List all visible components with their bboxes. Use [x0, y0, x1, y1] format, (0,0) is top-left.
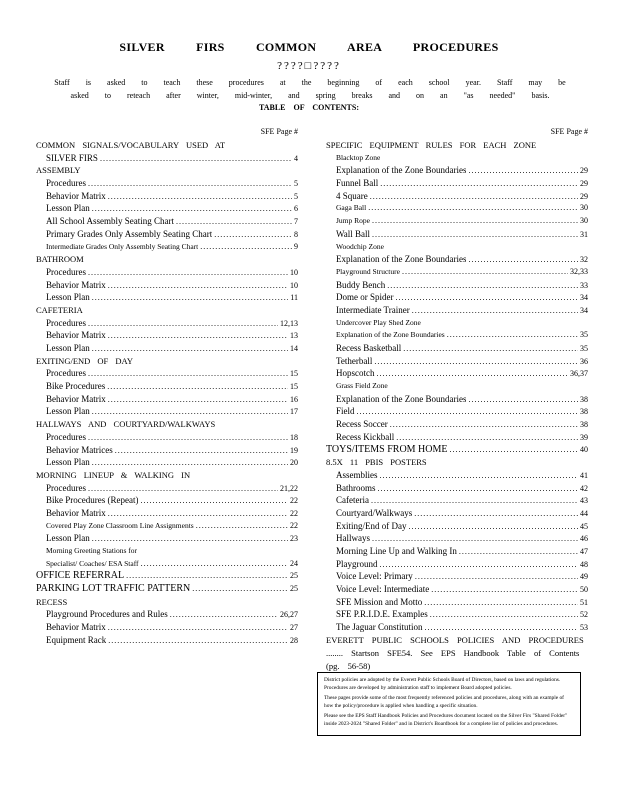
toc-entry-title: Explanation of the Zone Boundaries	[336, 254, 467, 265]
toc-entry-title: Exiting/End of Day	[336, 520, 407, 531]
dot-leader	[140, 495, 288, 508]
dot-leader	[459, 546, 578, 559]
toc-entry	[326, 418, 588, 431]
toc-entry	[36, 215, 298, 228]
toc-entry	[36, 558, 298, 571]
toc-entry-page: 39	[580, 432, 588, 442]
toc-entry	[326, 355, 588, 368]
dot-leader	[357, 406, 578, 419]
toc-entry-page: 35	[580, 330, 588, 340]
toc-entry	[326, 202, 588, 215]
toc-entry-title: Behavior Matrices	[46, 444, 113, 455]
dot-leader	[196, 520, 288, 533]
toc-entry-title: Procedures	[46, 368, 86, 379]
toc-entry	[36, 190, 298, 203]
toc-entry	[36, 202, 298, 215]
toc-entry-title: Morning Line Up and Walking In	[336, 546, 457, 556]
dot-leader	[380, 178, 578, 191]
toc-entry-page: 43	[580, 496, 588, 506]
dot-leader	[200, 241, 292, 254]
toc-entry-title: Morning Greeting Stations for	[46, 546, 138, 555]
toc-entry-page: 16	[290, 394, 298, 404]
dot-leader	[115, 445, 288, 458]
toc-entry-title: Explanation of the Zone Boundaries	[336, 330, 445, 340]
toc-entry	[36, 494, 298, 507]
page-column-header: SFE Page #	[260, 127, 298, 136]
toc-entry-title: Bike Procedures	[46, 381, 106, 392]
toc-entry	[326, 393, 588, 406]
toc-entry-title: CAFETERIA	[36, 304, 83, 315]
toc-entry-page: 27	[290, 623, 298, 633]
toc-entry-page: 31	[580, 229, 588, 239]
dot-leader	[108, 622, 288, 635]
toc-entry-page: 45	[580, 521, 588, 531]
dot-leader	[108, 635, 288, 648]
toc-entry-title: Cafeteria	[336, 495, 369, 506]
toc-entry	[36, 355, 298, 368]
toc-entry-title: Primary Grades Only Assembly Seating Chart	[46, 228, 213, 239]
toc-entry-page: 25	[290, 584, 298, 594]
dot-leader	[88, 368, 288, 381]
toc-entry	[326, 329, 588, 342]
toc-entry-title: Procedures	[46, 431, 86, 442]
toc-entry	[326, 367, 588, 380]
toc-entry	[326, 596, 588, 609]
toc-entry-title: Playground Procedures and Rules	[46, 609, 168, 620]
toc-entry-page: 51	[580, 597, 588, 607]
toc-entry-page: 6	[294, 204, 298, 214]
toc-entry	[36, 596, 298, 609]
toc-entry	[326, 507, 588, 520]
page-title: SILVER FIRS COMMON AREA PROCEDURES	[119, 40, 499, 54]
toc-entry	[36, 393, 298, 406]
dot-leader	[108, 330, 288, 343]
toc-entry-title: PARKING LOT TRAFFIC PATTERN	[36, 583, 191, 595]
toc-entry	[36, 253, 298, 266]
toc-entry-page: 23	[290, 534, 298, 544]
toc-entry-page: 40	[580, 444, 588, 454]
toc-entry-page: 15	[290, 382, 298, 392]
note-paragraph: District policies are adopted by the Everett Public Schools Board of Directors, based on laws and regulations. Procedures are developed by administration staff to implement Board adopted policies.	[324, 677, 561, 691]
toc-entry	[36, 164, 298, 177]
toc-entry-page: 46	[580, 534, 588, 544]
toc-entry	[36, 444, 298, 457]
dot-leader	[380, 470, 579, 483]
dot-leader	[374, 356, 578, 369]
toc-entry-page: 49	[580, 572, 588, 582]
dot-leader	[424, 597, 578, 610]
toc-entry-page: 24	[290, 558, 298, 568]
toc-entry	[36, 532, 298, 545]
toc-entry-page: 10	[290, 280, 298, 290]
toc-entry	[36, 507, 298, 520]
toc-entry	[36, 241, 298, 254]
toc-entry	[326, 469, 588, 482]
toc-entry-title: Recess Soccer	[336, 419, 388, 430]
toc-heading: TABLE OF CONTENTS:	[258, 103, 359, 112]
toc-entry-page: 26,27	[280, 610, 298, 620]
toc-entry-title: Behavior Matrix	[46, 507, 106, 518]
toc-entry	[36, 342, 298, 355]
toc-entry-title: Hopscotch	[336, 368, 375, 379]
toc-entry-title: Specialist/ Coaches/ ESA Staff	[46, 558, 139, 568]
toc-entry	[36, 469, 298, 482]
toc-entry	[36, 139, 298, 152]
toc-entry-title: Playground Structure	[336, 266, 400, 276]
dot-leader	[447, 329, 578, 342]
toc-entry	[326, 190, 588, 203]
toc-entry-title: Explanation of the Zone Boundaries	[336, 393, 467, 404]
toc-entry-title: The Jaguar Constitution	[336, 622, 423, 633]
toc-entry-title: Intermediate Grades Only Assembly Seating Chart	[46, 241, 199, 251]
toc-entry	[36, 583, 298, 596]
toc-entry-title: Woodchip Zone	[336, 241, 384, 251]
toc-entry-title: BATHROOM	[36, 254, 84, 265]
toc-entry	[36, 482, 298, 495]
dot-leader	[192, 583, 288, 596]
toc-entry-page: 35	[580, 344, 588, 353]
toc-entry	[36, 456, 298, 469]
toc-entry	[326, 570, 588, 583]
toc-entry	[326, 583, 588, 596]
toc-entry-page: 11	[290, 293, 298, 303]
toc-entry	[326, 253, 588, 266]
toc-entry	[36, 279, 298, 292]
policies-entry: EVERETT PUBLIC SCHOOLS POLICIES AND PROCEDURES ........ Startson SFE54. See EPS Handbook Table of Contents (pg. 56-58)	[326, 634, 584, 671]
toc-entry-title: 8.5X 11 PBIS POSTERS	[326, 457, 427, 468]
toc-entry	[326, 520, 588, 533]
toc-entry-title: Procedures	[46, 482, 86, 493]
toc-entry-title: Lesson Plan	[46, 406, 90, 417]
toc-entry-title: COMMON SIGNALS/VOCABULARY USED AT	[36, 140, 226, 150]
toc-entry-title: Hallways	[336, 533, 370, 544]
toc-entry	[36, 634, 298, 647]
toc-entry-page: 30	[580, 203, 588, 213]
toc-list	[326, 139, 588, 634]
toc-entry	[326, 558, 588, 571]
toc-entry	[36, 608, 298, 621]
toc-list	[36, 139, 298, 647]
toc-entry-title: Explanation of the Zone Boundaries	[336, 165, 467, 176]
page-column-header: SFE Page #	[550, 127, 588, 136]
toc-entry-title: Behavior Matrix	[46, 393, 106, 404]
toc-entry	[326, 266, 588, 279]
dot-leader	[108, 394, 288, 407]
toc-entry-page: 38	[580, 407, 588, 417]
toc-entry-page: 5	[294, 191, 298, 201]
toc-entry-page: 18	[290, 432, 298, 442]
toc-entry-page: 33	[580, 280, 588, 290]
toc-entry	[326, 545, 588, 558]
toc-entry-title: SILVER FIRS	[46, 152, 98, 163]
dot-leader	[387, 280, 578, 293]
dot-leader	[409, 521, 579, 534]
toc-entry-page: 13	[290, 331, 298, 341]
toc-entry-page: 52	[580, 610, 588, 620]
toc-right-column	[326, 125, 588, 673]
toc-entry-page: 38	[580, 394, 588, 404]
toc-entry-title: Lesson Plan	[46, 457, 90, 468]
toc-entry-page: 14	[290, 344, 298, 353]
page-subtitle: ????□????	[277, 60, 341, 72]
toc-entry-page: 10	[290, 267, 298, 277]
toc-entry	[326, 279, 588, 292]
toc-entry-title: Behavior Matrix	[46, 190, 106, 201]
dot-leader	[100, 153, 292, 166]
toc-entry	[326, 482, 588, 495]
toc-entry	[36, 418, 298, 431]
toc-entry	[326, 228, 588, 241]
toc-entry-title: Jump Rope	[336, 216, 370, 226]
toc-entry-page: 9	[294, 241, 298, 251]
toc-entry-title: Buddy Bench	[336, 279, 386, 290]
toc-entry-title: Bathrooms	[336, 482, 376, 493]
toc-entry-page: 29	[580, 191, 588, 201]
dot-leader	[88, 318, 278, 331]
toc-entry	[36, 266, 298, 279]
dot-leader	[378, 483, 579, 496]
dot-leader	[468, 394, 578, 407]
toc-entry-page: 19	[290, 445, 298, 455]
toc-entry-title: Recess Kickball	[336, 431, 395, 442]
dot-leader	[108, 191, 292, 204]
toc-entry	[326, 241, 588, 254]
toc-entry-page: 12,13	[280, 318, 298, 328]
toc-entry-title: MORNING LINEUP & WALKING IN	[36, 469, 191, 480]
dot-leader	[415, 571, 578, 584]
toc-entry	[326, 215, 588, 228]
toc-entry	[36, 520, 298, 533]
toc-entry-page: 32,33	[570, 266, 588, 276]
toc-entry	[326, 152, 588, 165]
toc-entry-title: Recess Basketball	[336, 343, 402, 353]
dot-leader	[430, 609, 578, 622]
toc-entry	[36, 380, 298, 393]
toc-entry-page: 30	[580, 216, 588, 226]
toc-entry-title: Undercover Play Shed Zone	[336, 317, 421, 327]
toc-entry-title: Lesson Plan	[46, 343, 90, 353]
dot-leader	[372, 229, 578, 242]
dot-leader	[126, 570, 288, 583]
dot-leader	[107, 381, 288, 394]
toc-entry-page: 41	[580, 470, 588, 480]
toc-entry	[326, 342, 588, 355]
toc-entry-title: SPECIFIC EQUIPMENT RULES FOR EACH ZONE	[326, 140, 537, 150]
toc-entry	[326, 177, 588, 190]
toc-entry-page: 25	[290, 571, 298, 581]
toc-entry-title: Blacktop Zone	[336, 152, 381, 162]
dot-leader	[88, 432, 288, 445]
toc-entry-title: RECESS	[36, 596, 68, 607]
dot-leader	[88, 267, 288, 280]
toc-entry-title: Lesson Plan	[46, 533, 90, 544]
toc-entry	[36, 304, 298, 317]
dot-leader	[141, 558, 288, 571]
toc-entry	[36, 152, 298, 165]
toc-entry-title: Dome or Spider	[336, 292, 394, 303]
toc-entry-page: 50	[580, 585, 588, 595]
toc-entry	[326, 621, 588, 634]
toc-entry-page: 5	[294, 179, 298, 189]
toc-entry-title: Field	[336, 406, 355, 417]
toc-entry-title: Grass Field Zone	[336, 381, 388, 391]
toc-entry-page: 28	[290, 635, 298, 645]
toc-entry	[326, 608, 588, 621]
toc-entry-title: Gaga Ball	[336, 203, 367, 213]
toc-entry-title: Bike Procedures (Repeat)	[46, 495, 139, 506]
toc-entry-title: Playground	[336, 558, 378, 569]
toc-entry	[36, 317, 298, 330]
toc-entry-title: Equipment Rack	[46, 634, 107, 645]
toc-entry-page: 15	[290, 369, 298, 379]
toc-entry	[36, 367, 298, 380]
toc-entry-page: 47	[580, 547, 588, 556]
toc-entry	[326, 532, 588, 545]
dot-leader	[412, 305, 578, 318]
toc-entry-page: 53	[580, 623, 588, 633]
toc-entry-title: Tetherball	[336, 355, 373, 366]
toc-entry	[326, 291, 588, 304]
toc-entry	[326, 444, 588, 457]
toc-entry-title: Procedures	[46, 317, 86, 328]
toc-entry	[36, 405, 298, 418]
dot-leader	[396, 292, 579, 305]
toc-entry-page: 22	[290, 496, 298, 506]
toc-entry-title: Procedures	[46, 178, 86, 189]
toc-entry	[36, 329, 298, 342]
toc-entry-title: Wall Ball	[336, 228, 371, 239]
toc-entry	[326, 405, 588, 418]
toc-entry-title: Procedures	[46, 266, 86, 277]
dot-leader	[403, 343, 578, 356]
toc-entry	[326, 431, 588, 444]
dot-leader	[108, 280, 288, 293]
dot-leader	[425, 622, 579, 635]
toc-entry-title: Intermediate Trainer	[336, 304, 410, 315]
toc-entry-title: Covered Play Zone Classroom Line Assignments	[46, 520, 194, 530]
toc-entry	[36, 431, 298, 444]
toc-entry-page: 22	[290, 520, 298, 530]
toc-entry-title: Voice Level: Intermediate	[336, 584, 430, 595]
toc-entry-page: 22	[290, 508, 298, 518]
toc-entry-title: Lesson Plan	[46, 292, 90, 303]
toc-entry-page: 32	[580, 255, 588, 265]
toc-entry	[326, 139, 588, 152]
toc-entry-page: 36	[580, 356, 588, 366]
toc-entry-page: 4	[294, 153, 298, 163]
toc-entry-title: Behavior Matrix	[46, 279, 106, 290]
toc-left-column	[36, 125, 298, 647]
toc-entry-page: 34	[580, 293, 588, 303]
toc-entry	[326, 304, 588, 317]
toc-entry-title: Courtyard/Walkways	[336, 507, 413, 518]
dot-leader	[431, 584, 578, 597]
toc-entry-title: Voice Level: Primary	[336, 571, 413, 582]
toc-entry-page: 36,37	[570, 369, 588, 379]
toc-entry-page: 44	[580, 508, 588, 518]
toc-entry-title: OFFICE REFERRAL	[36, 570, 125, 582]
toc-entry	[36, 177, 298, 190]
toc-entry-title: All School Assembly Seating Chart	[46, 216, 174, 227]
dot-leader	[368, 202, 578, 215]
toc-entry-title: EXITING/END OF DAY	[36, 355, 134, 366]
note-paragraph: Please see the EPS Staff Handbook Policies and Procedures document located on the Silver Firs "Shared Folder" inside 2023-2024 "Shared Folder" and in District's Boardbook for a complete list of policies and procedures.	[324, 713, 568, 727]
toc-entry-page: 48	[580, 559, 588, 569]
toc-entry-page: 38	[580, 420, 588, 430]
dot-leader	[92, 292, 289, 305]
toc-entry	[36, 570, 298, 583]
toc-entry-page: 29	[580, 179, 588, 189]
toc-entry-page: 17	[290, 407, 298, 417]
dot-leader	[88, 178, 292, 191]
note-paragraph: These pages provide some of the most frequently referenced policies and procedures, along with an example of how the policy/procedure is applied when handling a specific situation.	[324, 695, 564, 709]
toc-entry	[36, 291, 298, 304]
toc-entry-title: HALLWAYS AND COURTYARD/WALKWAYS	[36, 419, 216, 430]
toc-entry-title: TOYS/ITEMS FROM HOME	[326, 443, 448, 455]
dot-leader	[414, 508, 578, 521]
toc-entry-page: 7	[294, 217, 298, 227]
dot-leader	[450, 444, 579, 457]
toc-entry	[326, 456, 588, 469]
dot-leader	[377, 368, 569, 381]
toc-entry-page: 8	[294, 229, 298, 239]
dot-leader	[390, 419, 578, 432]
toc-entry-title: Behavior Matrix	[46, 622, 106, 633]
toc-entry-page: 21,22	[280, 483, 298, 493]
toc-entry-page: 34	[580, 305, 588, 315]
intro-text: Staff is asked to teach these procedures at the beginning of each school year. Staff may be asked to reteach after winter, mid-winter, and spring breaks and on an "as needed" basis.	[54, 78, 566, 100]
dot-leader	[372, 215, 578, 228]
toc-entry-title: SFE Mission and Motto	[336, 596, 423, 607]
toc-entry-title: Assemblies	[336, 469, 378, 480]
toc-entry-title: SFE P.R.I.D.E. Examples	[336, 609, 428, 620]
toc-entry-page: 42	[580, 483, 588, 493]
toc-entry-page: 29	[580, 166, 588, 176]
toc-entry	[36, 545, 298, 558]
toc-entry-title: Behavior Matrix	[46, 330, 106, 341]
toc-entry-title: Lesson Plan	[46, 203, 90, 214]
toc-entry	[326, 494, 588, 507]
dot-leader	[402, 266, 568, 279]
dot-leader	[170, 609, 278, 622]
toc-entry	[326, 317, 588, 330]
toc-entry-page: 20	[290, 458, 298, 468]
policy-note-box	[317, 672, 581, 736]
toc-entry	[36, 228, 298, 241]
toc-entry-title: 4 Square	[336, 190, 368, 201]
dot-leader	[468, 165, 578, 178]
toc-entry	[326, 380, 588, 393]
toc-entry-title: ASSEMBLY	[36, 165, 81, 176]
toc-entry	[326, 164, 588, 177]
toc-entry	[36, 621, 298, 634]
toc-entry-title: Funnel Ball	[336, 178, 379, 189]
